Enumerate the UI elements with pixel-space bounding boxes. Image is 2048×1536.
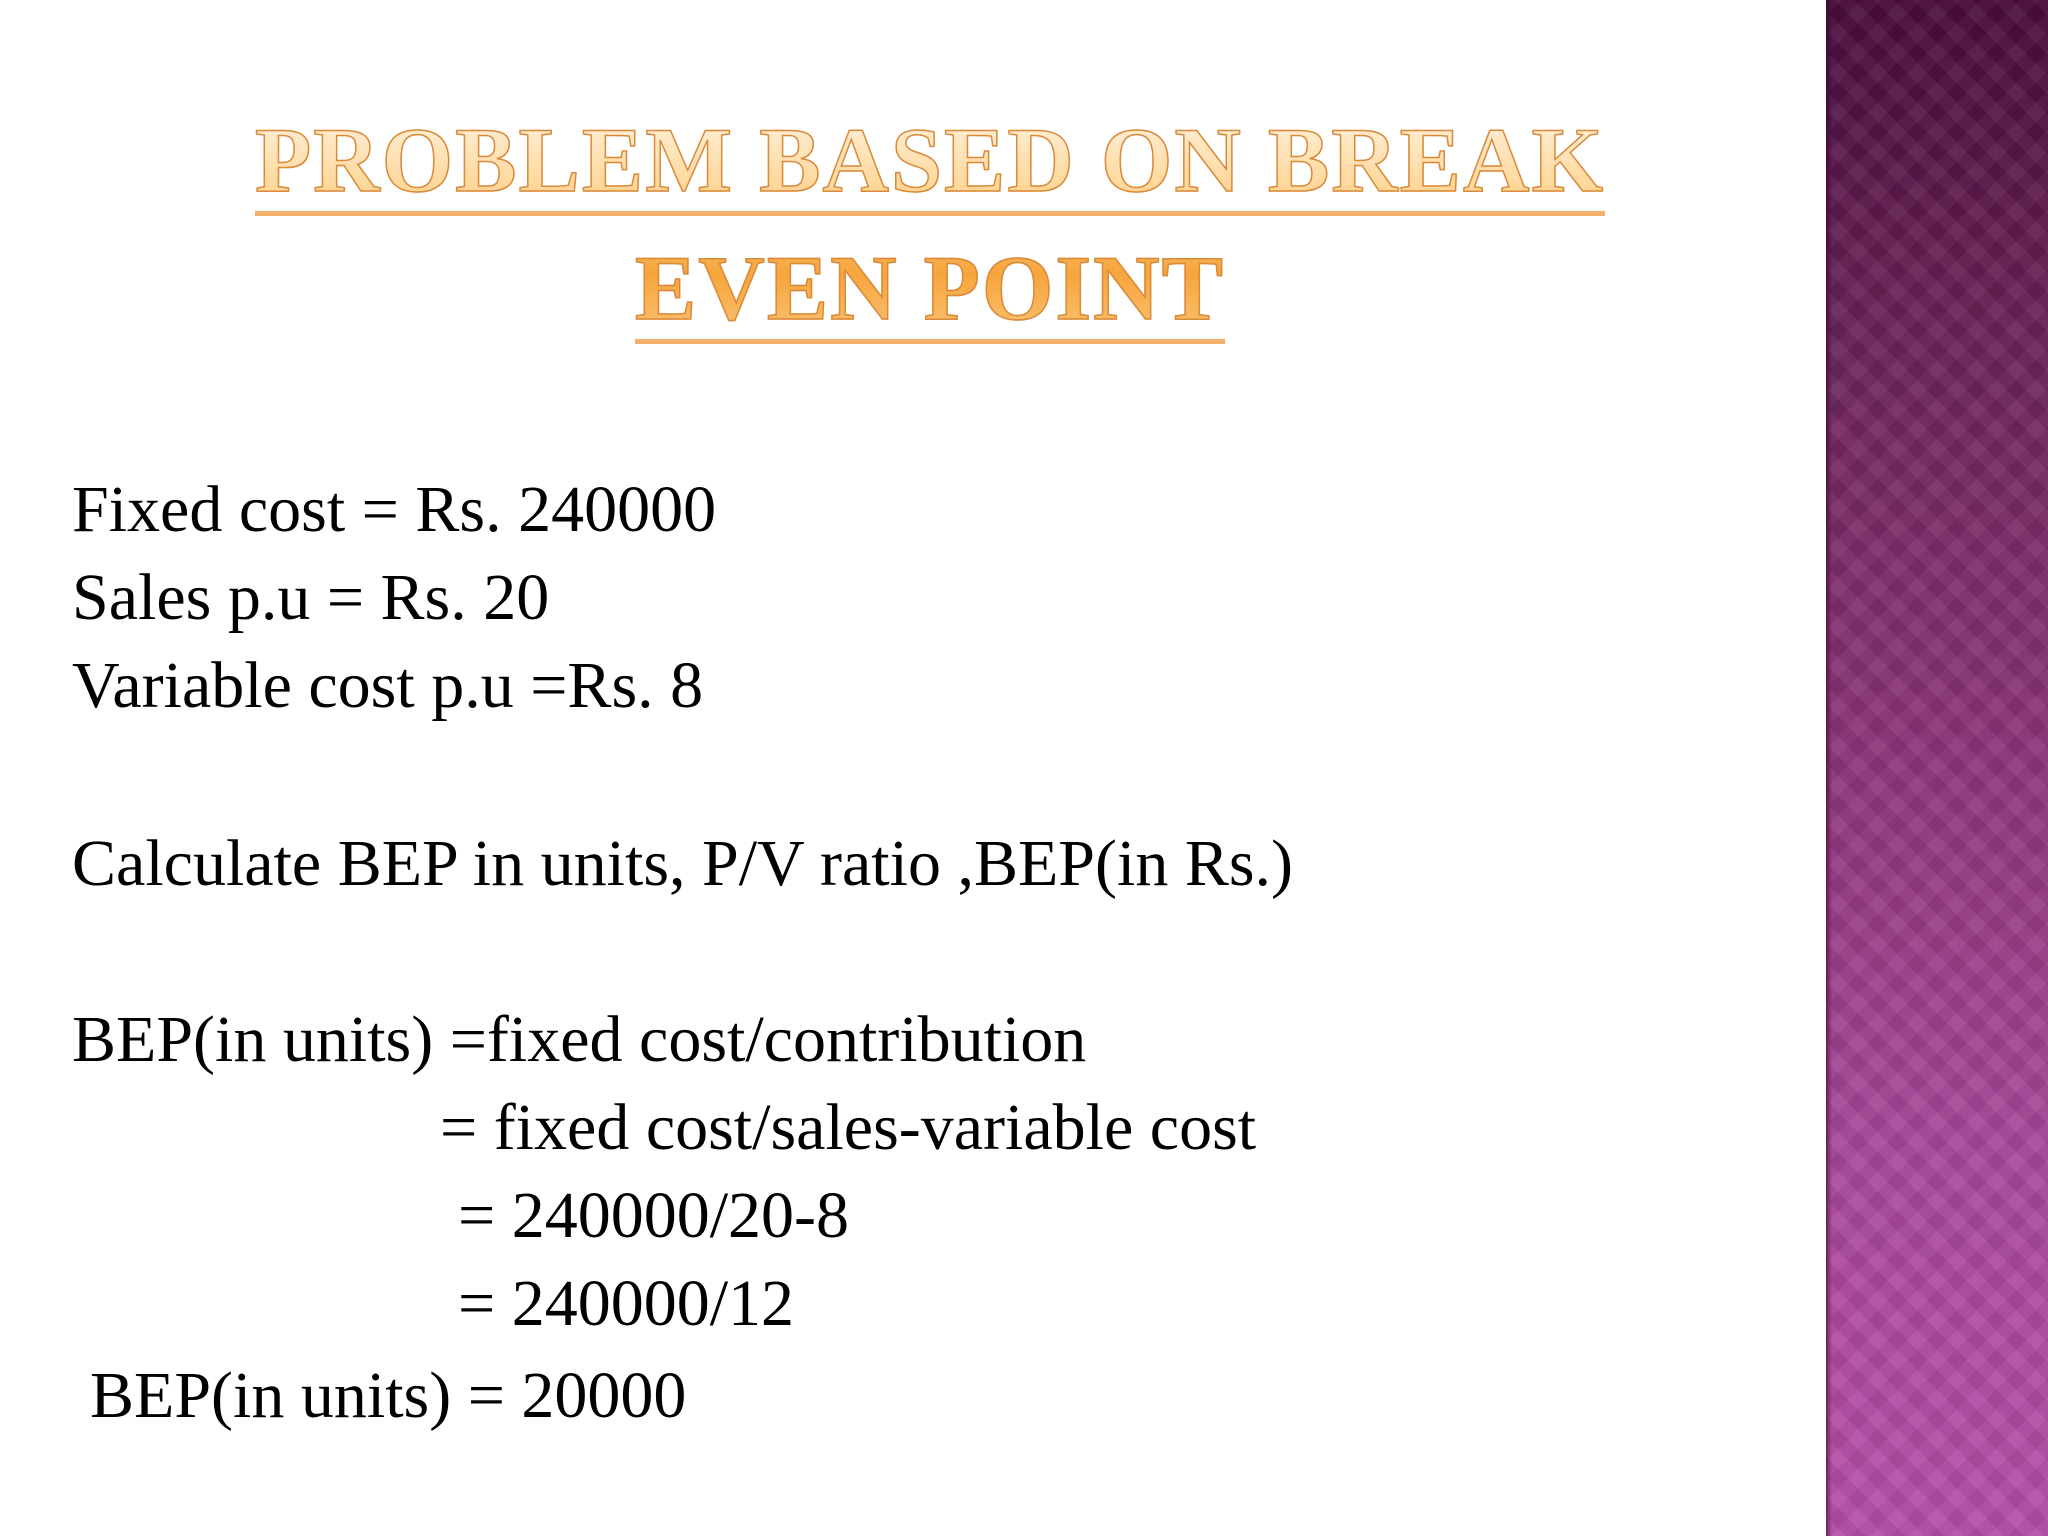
given-fixed-cost: Fixed cost = Rs. 240000 xyxy=(72,473,717,546)
solution-line-1: BEP(in units) =fixed cost/contribution xyxy=(72,1003,1087,1076)
slide-title xyxy=(140,100,1720,348)
solution-line-3: = 240000/20-8 xyxy=(458,1179,850,1252)
given-variable-cost: Variable cost p.u =Rs. 8 xyxy=(72,649,704,722)
title-line-1: PROBLEM BASED ON BREAK xyxy=(255,109,1605,216)
question-text: Calculate BEP in units, P/V ratio ,BEP(in Rs.) xyxy=(72,827,1293,900)
side-band-edge xyxy=(1826,0,1832,1536)
given-sales-per-unit: Sales p.u = Rs. 20 xyxy=(72,561,550,634)
title-line-2: EVEN POINT xyxy=(635,237,1225,344)
decorative-side-band xyxy=(1826,0,2048,1536)
solution-line-4: = 240000/12 xyxy=(458,1267,795,1340)
solution-line-2: = fixed cost/sales-variable cost xyxy=(440,1091,1257,1164)
solution-result: BEP(in units) = 20000 xyxy=(90,1359,687,1432)
